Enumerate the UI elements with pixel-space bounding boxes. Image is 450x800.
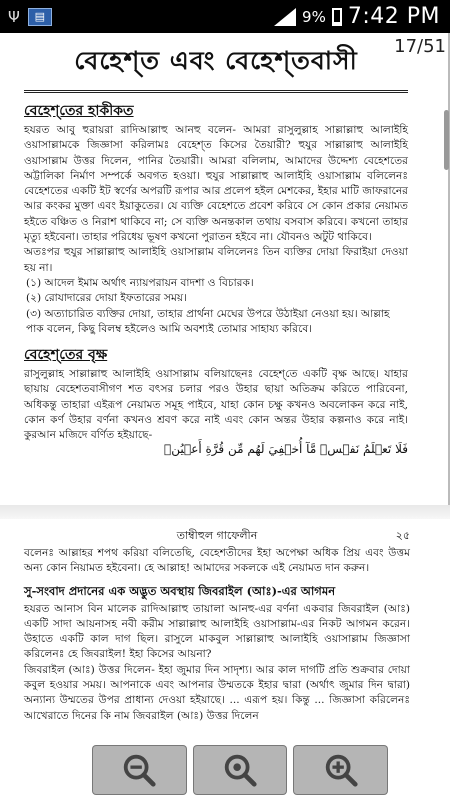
- document-page-1[interactable]: [0, 33, 450, 505]
- scrollbar[interactable]: [442, 50, 450, 790]
- clock: 7:42 PM: [347, 4, 440, 29]
- signal-icon: [274, 8, 296, 26]
- page-indicator: 17/51: [394, 36, 446, 57]
- zoom-fit-icon: [221, 751, 259, 789]
- zoom-out-icon: [120, 751, 158, 789]
- zoom-fit-button[interactable]: [193, 745, 288, 795]
- scrollbar-thumb[interactable]: [444, 110, 449, 170]
- zoom-out-button[interactable]: [92, 745, 187, 795]
- usb-icon: Ψ: [8, 7, 20, 26]
- paragraph: রাসুলুল্লাহ সাল্লাল্লাহু আলাইহি ওয়াসাল্লাম বলিয়াছেনঃ বেহেশ্‌তে একটি বৃক্ষ আছে। যাহার ছায়ায় বেহেশতবাসীগণ শত বৎসর চলার পরও উহার ছায়া অতিক্রম করিতে পারিবেনা, অধিকন্তু তাহারা এইরূপ নেয়ামত সমূহ পাইবে, যাহা কোন চক্ষু কখনও অবলোকন করে নাই, কোন কর্ণ উহার বর্ণনা কখনও শ্রবণ করে নাই এবং কোন অন্তর উহার কল্পনাও করে নাই। কুরআন মজিদে বর্ণিত হইয়াছে-: [24, 368, 408, 442]
- battery-percent: 9%: [302, 7, 326, 26]
- running-head-title: তাম্বীহুল গাফেলীন: [176, 529, 258, 542]
- zoom-in-icon: [322, 751, 360, 789]
- paragraph: জিবরাইল (আঃ) উত্তর দিলেন- ইহা জুমার দিন সাদৃশ্য। আর কাল দাগটি প্রতি শুক্রবার দোয়া কবুল হওয়ার সময়। আপনাকে এবং আপনার উম্মতকে ইহার দ্বারা (অর্থাৎ জুমার দিন দ্বারা) অন্যান্য উম্মতের উপর প্রাধান্য দেওয়া হইয়াছে। ... এরূপ হয়। কিন্তু ... জিজ্ঞাসা করিলেনঃ আখেরাতে দিনের কি নাম জিবরাইল (আঃ) উত্তর দিলেন: [24, 663, 410, 722]
- list-item: (২) রোযাদারের দোয়া ইফতারের সময়।: [26, 292, 187, 305]
- zoom-in-button[interactable]: [293, 745, 388, 795]
- list-item: (৩) অত্যাচারিত ব্যক্তির দোয়া, তাহার প্রার্থনা মেঘের উপরে উঠাইয়া নেওয়া হয়। আল্লাহ পাক বলেন, কিছু বিলম্ব হইলেও আমি অবশ্যই তোমার সাহায্য করিবে।: [26, 307, 390, 335]
- printed-page-number: ২৫: [395, 529, 410, 542]
- battery-icon: [332, 8, 342, 26]
- notification-area[interactable]: [0, 8, 52, 26]
- page-separator: [0, 505, 450, 519]
- paragraph: হযরত আবু হুরায়রা রাদিআল্লাহু আনহু বলেন- আমরা রাসুলুল্লাহ সাল্লাল্লাহু আলাইহি ওয়াসাল্লামকে জিজ্ঞাসা করিলামঃ বেহেশ্‌ত কিসের তৈয়ারী? হুযুর সাল্লাল্লাহু আলাইহি ওয়াসাল্লাম উত্তর দিলেন, পানির তৈয়ারী। আমরা বলিলাম, আমাদের উদ্দেশ্য বেহেশতের অট্টালিকা নির্মাণ সম্পর্কে অবগত হওয়া। হুযুর সাল্লাল্লাহু আলাইহি ওয়াসাল্লাম বলিলেনঃ বেহেশতের একটি ইট স্বর্ণের অপরটি রূপার আর প্রলেপ হইল মেশকের, ইহার মাটি জাফরানের আর কংকর মুক্তা এবং ইয়াকুতের। যে ব্যক্তি বেহেশতে প্রবেশ করিবে সে কোন প্রকার নেয়ামত হইতে বঞ্চিত ও নিরাশ থাকিবে না; সে ব্যক্তি অনন্তকাল তথায় বসবাস করিবে। কখনো তাহার মৃত্যু হইবেনা। তাহার পরিধেয় ভূষণ কখনো পুরাতন হইবে না। যৌবনও অটুট থাকিবে।: [24, 124, 408, 244]
- paragraph: অতঃপর হুযুর সাল্লাল্লাহু আলাইহি ওয়াসাল্লাম বলিলেনঃ তিন ব্যক্তির দোয়া ফিরাইয়া দেওয়া হয় না।: [24, 246, 408, 274]
- status-bar: [0, 0, 450, 33]
- section-heading: বেহেশ্‌তের বৃক্ষ: [24, 347, 108, 364]
- paragraph: বলেনঃ আল্লাহর শপথ করিয়া বলিতেছি, বেহেশতীদের ইহা অপেক্ষা অধিক প্রিয় এবং উত্তম অন্য কোন নিয়ামত হইবেনা। হে আল্লাহ! আমাদের সকলকে এই নেয়ামত দান করুন।: [24, 547, 410, 575]
- section-heading: সু-সংবাদ প্রদানের এক অদ্ভুত অবস্থায় জিবরাইল (আঃ)-এর আগমন: [24, 583, 336, 598]
- paragraph: হযরত আনাস বিন মালেক রাদিআল্লাহু তায়ালা আনহু-এর বর্ণনা একবার জিবরাইল (আঃ) একটি সাদা আয়নাসহ নবী করীম সাল্লাল্লাহু আলাইহি ওয়াসাল্লাম-এর নিকট আগমন করেন। উহাতে একটি কাল দাগ ছিল। রাসুলে মাকবুল সাল্লাল্লাহু আলাইহি ওয়াসাল্লাম জিজ্ঞাসা করিলেনঃ হে জিবরাইল! ইহা কিসের আয়না?: [24, 602, 410, 661]
- section-heading: বেহেশ্‌তের হাকীকত: [24, 103, 134, 119]
- zoom-controls: [92, 745, 388, 795]
- system-status: [274, 4, 450, 29]
- book-app-icon: ▤: [28, 8, 52, 26]
- arabic-verse: فَلَا تَعۡلَمُ نَفۡسٞ مَّآ أُخۡفِيَ لَهُم مِّن قُرَّةِ أَعۡيُنٖ: [164, 441, 408, 456]
- running-header: [24, 527, 410, 546]
- list-item: (১) আদেল ইমাম অর্থাৎ ন্যায়পরায়ন বাদশা ও বিচারক।: [26, 276, 254, 289]
- chapter-title: বেহেশ্‌ত এবং বেহেশ্‌তবাসী: [24, 41, 408, 93]
